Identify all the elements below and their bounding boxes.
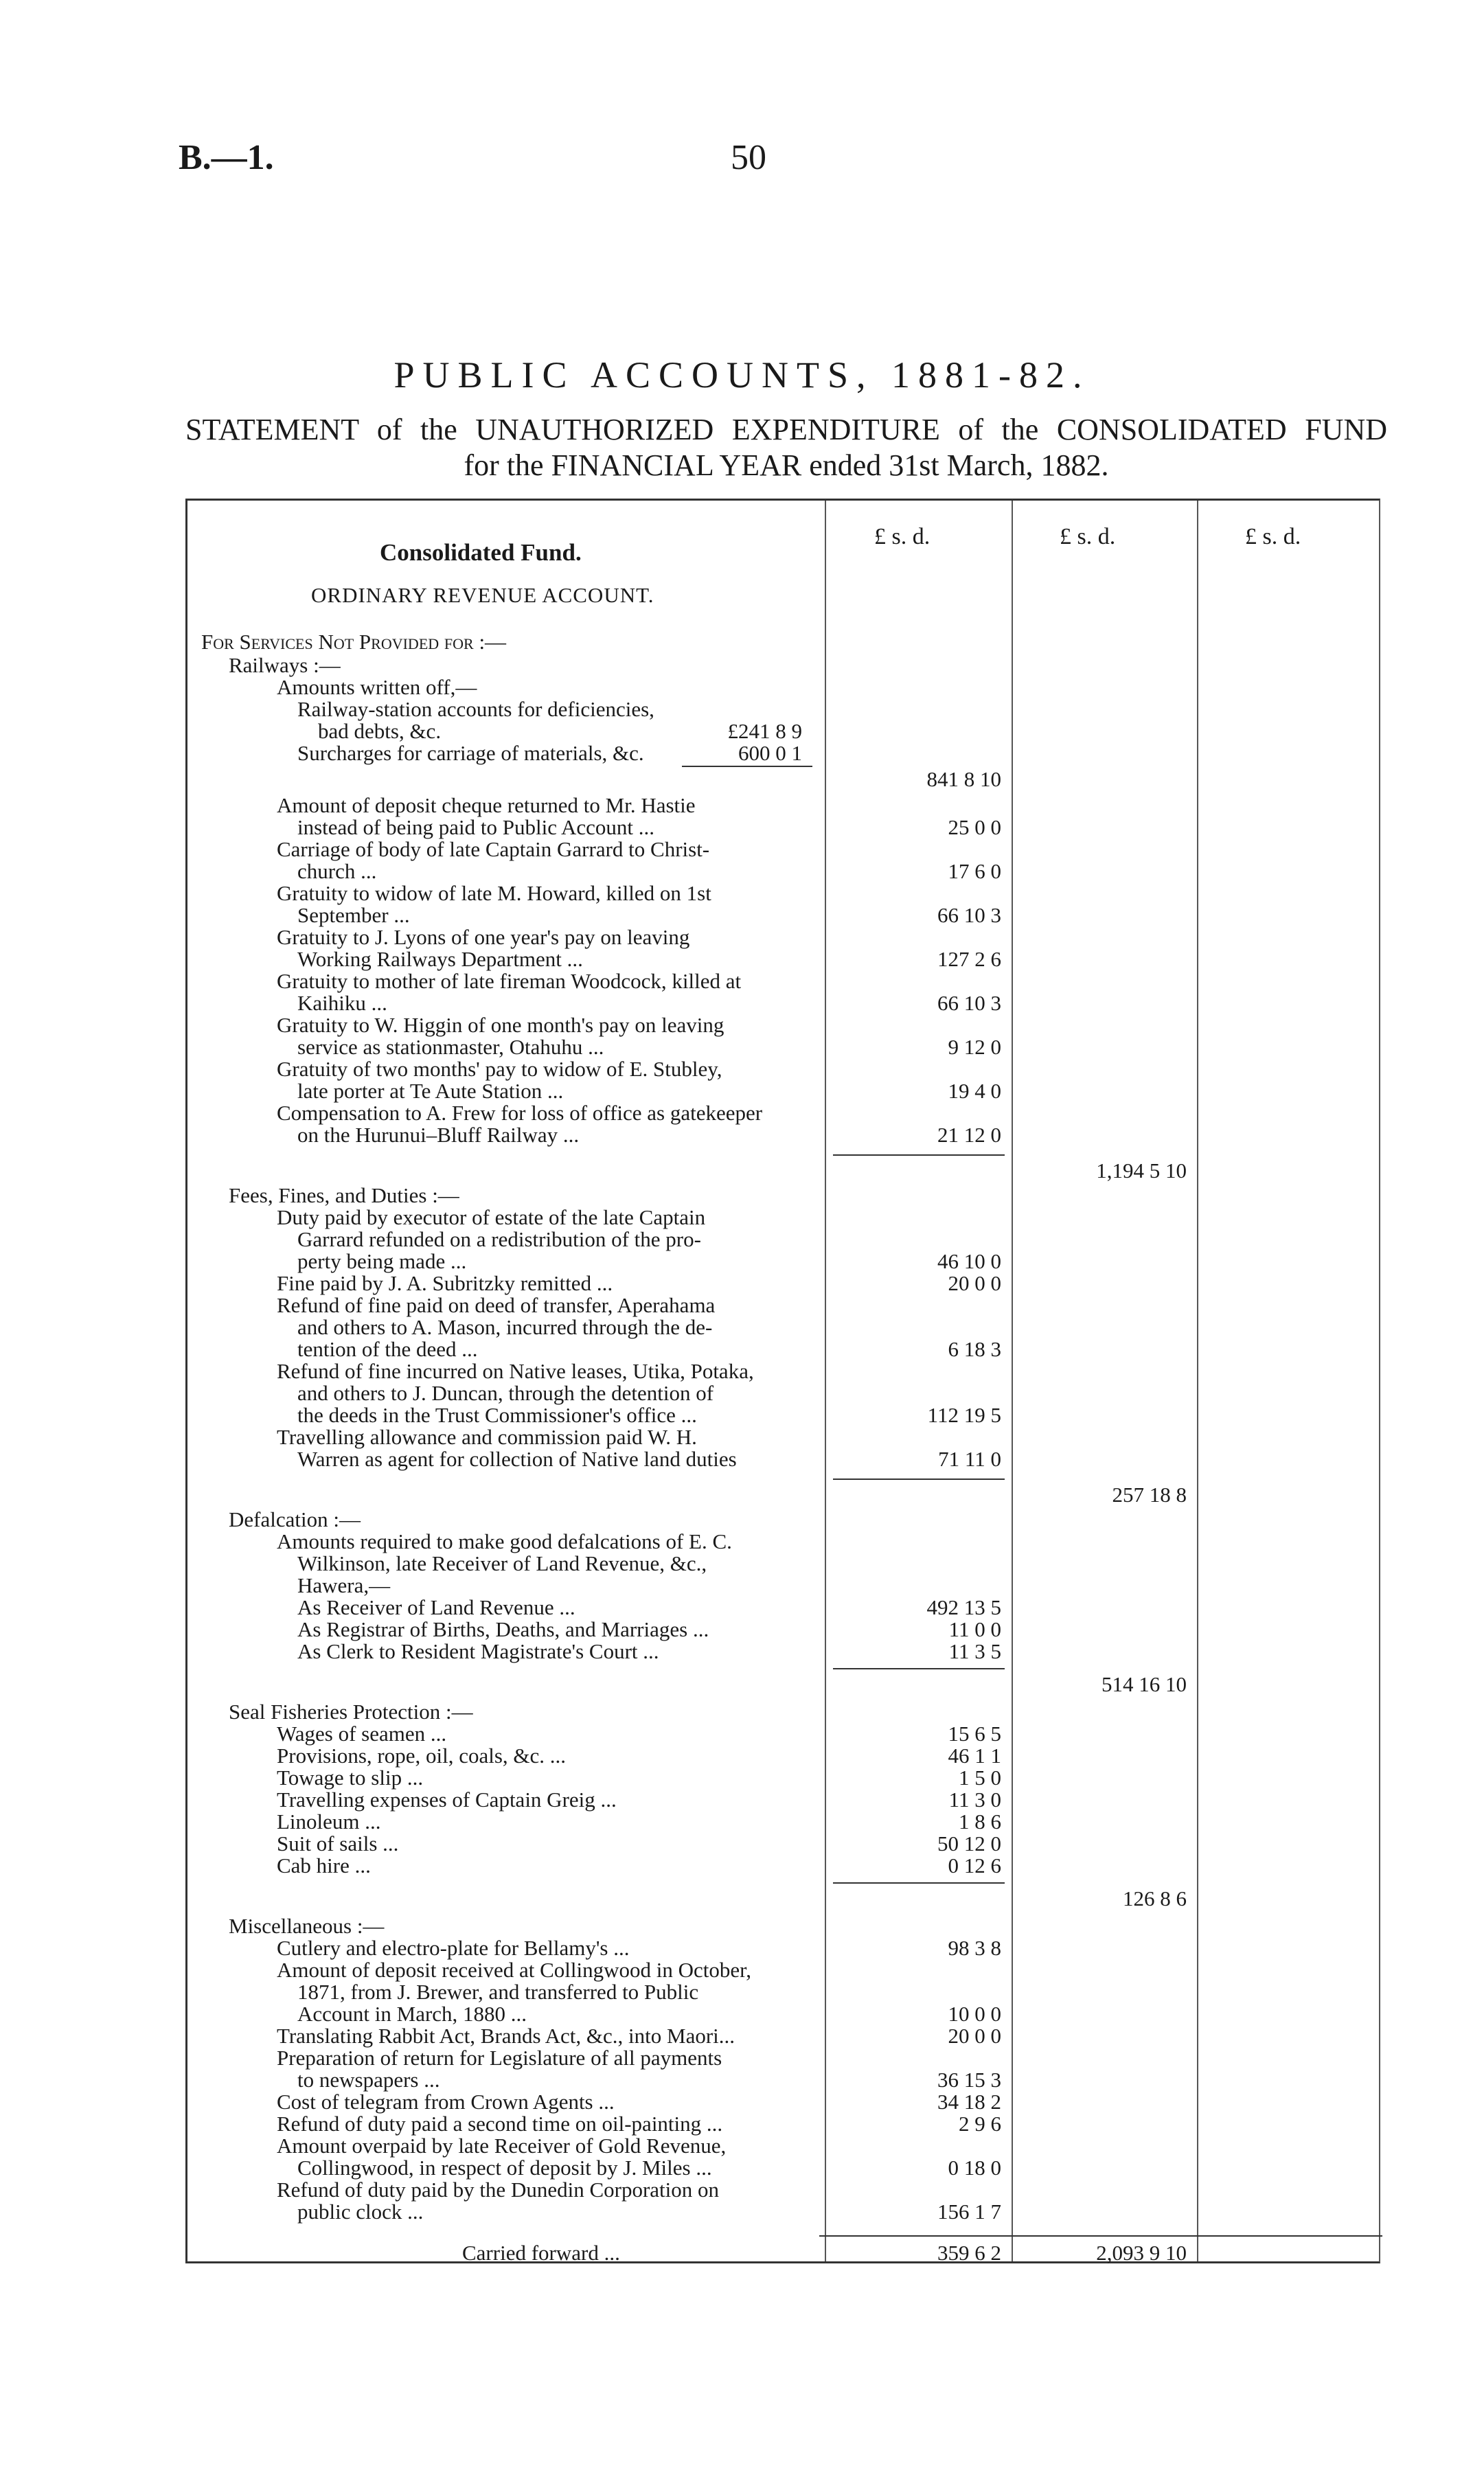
line-text: church ... (297, 859, 377, 883)
subtitle-line-1: STATEMENT of the UNAUTHORIZED EXPENDITURE of the CONSOLIDATED FUND (185, 413, 1387, 446)
line-text: Railway-station accounts for deficiencies, (297, 697, 654, 721)
line-amount: 9 12 0 (948, 1035, 1001, 1059)
line-text: Collingwood, in respect of deposit by J. Miles ... (297, 2156, 712, 2180)
line-text: Duty paid by executor of estate of the late Captain (277, 1205, 706, 1229)
line-text: Gratuity to J. Lyons of one year's pay on leaving (277, 925, 690, 949)
line-amount: 98 3 8 (948, 1936, 1001, 1960)
line-amount: 15 6 5 (948, 1722, 1001, 1746)
column-header-2: £ s. d. (1060, 524, 1116, 549)
line-text: Refund of fine paid on deed of transfer, Aperahama (277, 1293, 716, 1317)
line-text: service as stationmaster, Otahuhu ... (297, 1035, 604, 1059)
page-header (179, 137, 1319, 192)
section-heading-misc: Miscellaneous :— (229, 1914, 385, 1938)
line-text: Cab hire ... (277, 1853, 371, 1877)
line-text: Surcharges for carriage of materials, &c. (297, 741, 644, 765)
line-text: Gratuity to W. Higgin of one month's pay on leaving (277, 1013, 724, 1037)
line-text: Compensation to A. Frew for loss of office as gatekeeper (277, 1101, 763, 1125)
line-text: Carriage of body of late Captain Garrard to Christ- (277, 837, 710, 861)
line-text: perty being made ... (297, 1249, 467, 1273)
line-text: Cost of telegram from Crown Agents ... (277, 2090, 615, 2114)
line-text: tention of the deed ... (297, 1337, 478, 1361)
line-text: As Registrar of Births, Deaths, and Marriages ... (297, 1617, 709, 1641)
sum-rule (819, 2235, 1382, 2237)
line-text: Gratuity to mother of late fireman Woodcock, killed at (277, 969, 742, 993)
line-amount: 34 18 2 (937, 2090, 1001, 2114)
line-amount: 10 0 0 (948, 2002, 1001, 2026)
line-amount: 50 12 0 (937, 1831, 1001, 1856)
line-amount: 492 13 5 (926, 1595, 1001, 1619)
line-text: late porter at Te Aute Station ... (297, 1079, 564, 1103)
line-amount: 1 5 0 (959, 1766, 1001, 1790)
line-amount: 46 1 1 (948, 1744, 1001, 1768)
line-amount: 11 3 5 (948, 1639, 1001, 1663)
line-amount: 2 9 6 (959, 2112, 1001, 2136)
line-text: Gratuity to widow of late M. Howard, killed on 1st (277, 881, 711, 905)
line-amount: 36 15 3 (937, 2068, 1001, 2092)
section-total: 126 8 6 (1123, 1886, 1187, 1910)
line-text: Fine paid by J. A. Subritzky remitted ... (277, 1271, 613, 1295)
line-text: Refund of duty paid by the Dunedin Corporation on (277, 2178, 720, 2202)
line-text: As Receiver of Land Revenue ... (297, 1595, 575, 1619)
line-text: Refund of duty paid a second time on oil-painting ... (277, 2112, 723, 2136)
section-heading-railways: Railways :— (229, 653, 341, 677)
statement-subtitle (185, 412, 1387, 483)
line-amount: 112 19 5 (927, 1403, 1001, 1427)
sub-amount: 600 0 1 (738, 741, 802, 765)
line-text: Warren as agent for collection of Native land duties (297, 1447, 737, 1471)
line-amount: 11 3 0 (948, 1788, 1001, 1812)
document-title: PUBLIC ACCOUNTS, 1881-82. (393, 354, 1091, 396)
line-text: Preparation of return for Legislature of all payments (277, 2046, 722, 2070)
line-text: Hawera,— (297, 1573, 391, 1597)
line-text: Travelling expenses of Captain Greig ... (277, 1788, 617, 1812)
line-amount: 6 18 3 (948, 1337, 1001, 1361)
sum-rule (833, 1154, 1005, 1156)
line-amount: 25 0 0 (948, 815, 1001, 839)
line-text: bad debts, &c. (318, 719, 442, 743)
section-heading-defalcation: Defalcation :— (229, 1507, 361, 1531)
sum-rule (682, 766, 812, 767)
column-header-1: £ s. d. (874, 524, 931, 549)
column-divider (825, 501, 826, 2261)
line-text: Kaihiku ... (297, 991, 387, 1015)
line-text: and others to A. Mason, incurred through the de- (297, 1315, 713, 1339)
line-text: Gratuity of two months' pay to widow of E. Stubley, (277, 1057, 722, 1081)
line-text: to newspapers ... (297, 2068, 440, 2092)
sum-rule (833, 1668, 1005, 1669)
sum-rule (833, 1479, 1005, 1480)
line-text: Account in March, 1880 ... (297, 2002, 527, 2026)
line-text: Suit of sails ... (277, 1831, 399, 1856)
carried-forward-amount-2: 2,093 9 10 (1096, 2241, 1187, 2265)
section-total: 514 16 10 (1101, 1672, 1187, 1696)
carried-forward-amount-1: 359 6 2 (937, 2241, 1001, 2265)
line-amount: 46 10 0 (937, 1249, 1001, 1273)
line-amount: 127 2 6 (937, 947, 1001, 971)
line-text: Working Railways Department ... (297, 947, 583, 971)
line-text: Wilkinson, late Receiver of Land Revenue, &c., (297, 1551, 707, 1575)
line-amount: 71 11 0 (938, 1447, 1001, 1471)
line-amount: 20 0 0 (948, 2024, 1001, 2048)
column-header-3: £ s. d. (1245, 524, 1301, 549)
line-amount: 66 10 3 (937, 991, 1001, 1015)
line-text: Travelling allowance and commission paid W. H. (277, 1425, 697, 1449)
line-text: Amount of deposit cheque returned to Mr. Hastie (277, 793, 696, 817)
line-amount: 19 4 0 (948, 1079, 1001, 1103)
section-heading-fees: Fees, Fines, and Duties :— (229, 1183, 459, 1207)
line-text: Provisions, rope, oil, coals, &c. ... (277, 1744, 567, 1768)
line-text: Amounts written off,— (277, 675, 477, 699)
carried-forward-label: Carried forward ... (462, 2241, 620, 2265)
document-reference: B.—1. (179, 138, 274, 177)
subtitle-line-2: for the FINANCIAL YEAR ended 31st March, 1882. (464, 448, 1109, 482)
column-divider (1197, 501, 1198, 2261)
line-text: Amount of deposit received at Collingwood in October, (277, 1958, 751, 1982)
line-text: Garrard refunded on a redistribution of the pro- (297, 1227, 701, 1251)
line-text: Cutlery and electro-plate for Bellamy's ... (277, 1936, 630, 1960)
line-text: public clock ... (297, 2200, 424, 2224)
sum-rule (833, 1882, 1005, 1884)
section-total: 1,194 5 10 (1096, 1158, 1187, 1183)
line-amount: 11 0 0 (948, 1617, 1001, 1641)
line-text: As Clerk to Resident Magistrate's Court ... (297, 1639, 659, 1663)
line-text: 1871, from J. Brewer, and transferred to Public (297, 1980, 699, 2004)
line-text: and others to J. Duncan, through the detention of (297, 1381, 714, 1405)
line-text: September ... (297, 903, 410, 927)
section-heading-seal: Seal Fisheries Protection :— (229, 1700, 473, 1724)
line-amount: 17 6 0 (948, 859, 1001, 883)
line-text: Wages of seamen ... (277, 1722, 447, 1746)
line-text: the deeds in the Trust Commissioner's office ... (297, 1403, 697, 1427)
line-text: Translating Rabbit Act, Brands Act, &c., into Maori... (277, 2024, 735, 2048)
line-amount: 1 8 6 (959, 1809, 1001, 1834)
section-total: 257 18 8 (1112, 1483, 1187, 1507)
line-text: Amounts required to make good defalcations of E. C. (277, 1529, 732, 1553)
line-text: Amount overpaid by late Receiver of Gold Revenue, (277, 2134, 727, 2158)
line-amount: 0 12 6 (948, 1853, 1001, 1877)
expenditure-table: £ s. d. £ s. d. £ s. d. Consolidated Fund. ORDINARY REVENUE ACCOUNT. For Services Not Provided for :— Railways :— Amounts written off,— Railway-station accounts for deficiencies, bad debts, &c. £241 8 9 Surcharges for carriage of materials, &c. 600 0 1 841 8 10 Amount of deposit cheque returned to Mr. Hastie instead of being paid to Public Account ... 25 0 0 Carriage of body of late Captain Garrard to Christ- church ... 17 6 0 Gratuity to widow of late M. Howard, killed on 1st September ... 66 10 3 Gratuity to J. Lyons of one year's pay on leaving Working Railways Department ... 127 2 6 Gratuity to mother of late fireman Woodcock, killed at Kaihiku ... 66 10 3 Gratuity to W. Higgin of one month's pay on leaving service as stationmaster, Otahuhu ... 9 12 0 Gratuity of two months' pay to widow of E. Stubley, late porter at Te Aute Station ... 19 4 0 Compensation to A. Frew for loss of office as gatekeeper on the Hurunui–Bluff Railway ... 21 12 0 1,194 5 10 Fees, Fines, and Duties :— Duty paid by executor of estate of the late Captain Garrard refunded on a redistribution of the pro- perty being made ... 46 10 0 Fine paid by J. A. Subritzky remitted ... 20 0 0 Refund of fine paid on deed of transfer, Aperahama and others to A. Mason, incurred through the de- tention of the deed ... 6 18 3 Refund of fine incurred on Native leases, Utika, Potaka, and others to J. Duncan, through the detention of the deeds in the Trust Commissioner's office ... 112 19 5 Travelling allowance and commission paid W. H. Warren as agent for collection of Native land duties 71 11 0 257 18 8 Defalcation :— Amounts required to make good defalcations of E. C. Wilkinson, late Receiver of Land Revenue, &c., Hawera,— As Receiver of Land Revenue ... 492 13 5 As Registrar of Births, Deaths, and Marriages ... 11 0 0 As Clerk to Resident Magistrate's Court ... 11 3 5 514 16 10 Seal Fisheries Protection :— Wages of seamen ... 15 6 5 Provisions, rope, oil, coals, &c. ... 46 1 1 Towage to slip ... 1 5 0 Travelling expenses of Captain Greig ... 11 3 0 Linoleum ... 1 8 6 Suit of sails ... 50 12 0 Cab hire ... 0 12 6 126 8 6 Miscellaneous :— Cutlery and electro-plate for Bellamy's ... 98 3 8 Amount of deposit received at Collingwood in October, 1871, from J. Brewer, and transferred to Public Account in March, 1880 ... 10 0 0 Translating Rabbit Act, Brands Act, &c., into Maori... 20 0 0 Preparation of return for Legislature of all payments to newspapers ... 36 15 3 Cost of telegram from Crown Agents ... 34 18 2 Refund of duty paid a second time on oil-painting ... 2 9 6 Amount overpaid by late Receiver of Gold Revenue, Collingwood, in respect of deposit by J. Miles ... 0 18 0 Refund of duty paid by the Dunedin Corporation on public clock ... 156 1 7 Carried forward ... 359 6 2 2,093 9 10 (185, 499, 1380, 2263)
line-amount: 20 0 0 (948, 1271, 1001, 1295)
line-amount: 841 8 10 (926, 767, 1001, 791)
line-text: instead of being paid to Public Account ... (297, 815, 655, 839)
line-amount: 0 18 0 (948, 2156, 1001, 2180)
line-text: on the Hurunui–Bluff Railway ... (297, 1123, 580, 1147)
sub-amount: £241 8 9 (727, 719, 802, 743)
page-number: 50 (731, 138, 766, 177)
line-text: Linoleum ... (277, 1809, 381, 1834)
column-divider (1012, 501, 1013, 2261)
line-amount: 156 1 7 (937, 2200, 1001, 2224)
line-amount: 21 12 0 (937, 1123, 1001, 1147)
line-text: Towage to slip ... (277, 1766, 424, 1790)
line-amount: 66 10 3 (937, 903, 1001, 927)
line-text: Refund of fine incurred on Native leases, Utika, Potaka, (277, 1359, 754, 1383)
